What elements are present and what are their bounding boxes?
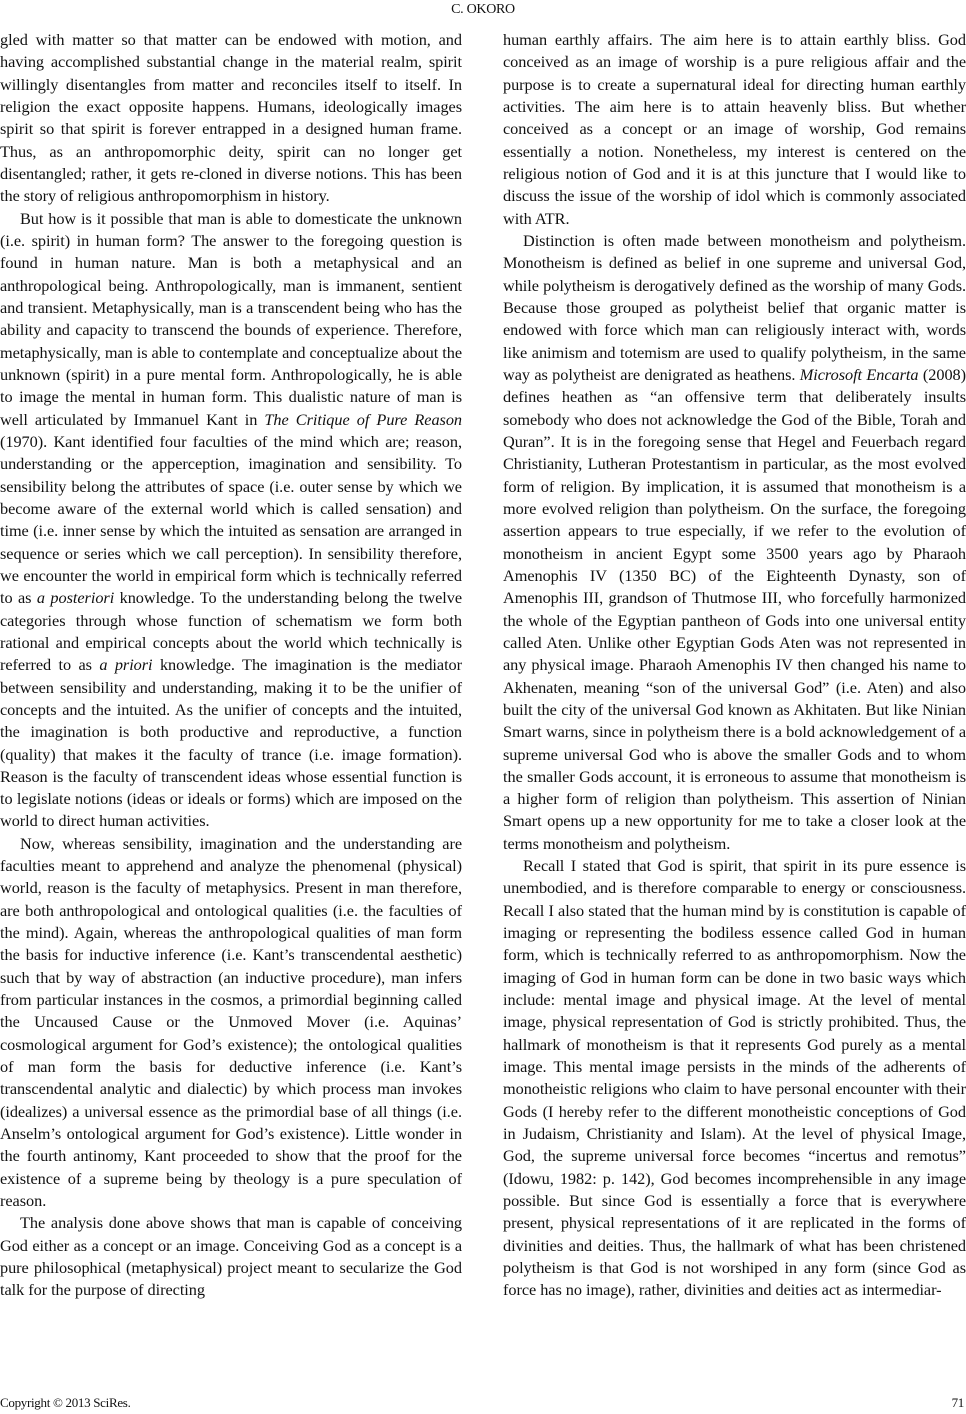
paragraph-text: knowledge. The imagination is the mediator between sensibility and understanding, making it to be the unifier of concepts and the intuited. As the unifier of concepts and the intuited, the imagination is both productive and reproductive, a function (quality) that makes it the faculty of trance (i.e. image formation). Reason is the faculty of transcendent ideas whose essential function is to legislate notions (ideas or ideals or forms) which are imposed on the world to direct human activities. [0, 655, 463, 831]
italic-text: The Critique of Pure Reason [264, 409, 462, 429]
body-paragraph [503, 29, 966, 230]
paragraph-text: human earthly affairs. The aim here is to attain earthly bliss. God conceived as an image of worship is a pure religious affair and the purpose is to create a supernatural ideal for directing human earthly activities. The aim here is to attain heavenly bliss. But whether conceived as a concept or an image of worship, God remains essentially a notion. Nonetheless, my interest is centered on the religious notion of God and it is at this juncture that I would like to discuss the issue of the worship of idol which is commonly associated with ATR. [503, 30, 966, 228]
italic-text: a posteriori [36, 588, 115, 608]
body-paragraph [503, 855, 966, 1302]
paragraph-text: Recall I stated that God is spirit, that spirit in its pure essence is unembodied, and is therefore comparable to energy or consciousness. Recall I also stated that the human mind by is constitution is capable of imaging or representing the bodiless essence called God in human form, which is technically referred to as anthropomorphism. Now the imaging of God in human form can be done in two basic ways which include: mental image and physical image. At the level of mental image, physical representation of God is strictly prohibited. Thus, the hallmark of monotheism is that it represents God purely as a mental image. This mental image persists in the minds of the adherents of monotheistic religions who claim to have personal encounter with their Gods (I hereby refer to the different monotheistic conceptions of God in Judaism, Christianity and Islam). At the level of physical Image, God, the supreme universal force becomes “incertus and remotus” (Idowu, 1982: p. 142), God becomes incomprehensible in any image possible. But since God is essentially a force that is everywhere present, physical representations of it are replicated in the forms of divinities and deities. Thus, the hallmark of what has been christened polytheism is that God is not worshiped in any form (since God as force has no image), rather, divinities and deities act as intermediar- [503, 856, 966, 1300]
body-paragraph [503, 230, 966, 855]
body-paragraph [0, 29, 462, 208]
paragraph-text: knowledge. To the understanding belong the twelve categories through whose function of schematism we form both rational and empirical concepts about the world which technically is referred to as [0, 588, 462, 675]
running-head: C. OKORO [451, 2, 515, 17]
paragraph-text: The analysis done above shows that man is capable of conceiving God either as a concept or an image. Conceiving God as a concept is a pure philosophical (metaphysical) project meant to secularize the God talk for the purpose of directing [0, 1213, 462, 1300]
body-paragraph [0, 833, 462, 1213]
left-column [0, 29, 462, 1302]
copyright-notice: Copyright © 2013 SciRes. [0, 1395, 131, 1410]
italic-text: Microsoft Encarta [799, 364, 919, 384]
right-column [503, 29, 966, 1302]
paragraph-text: gled with matter so that matter can be endowed with motion, and having accomplished substantial change in the material realm, spirit willingly disentangles from matter and reconciles itself to itself. In religion the exact opposite happens. Humans, ideologically images spirit so that spirit is forever entrapped in a designed human frame. Thus, as an anthropomorphic deity, spirit can no longer get disentangled; rather, it gets re-cloned in diverse notions. This has been the story of religious anthropomorphism in history. [0, 30, 462, 206]
paragraph-text: But how is it possible that man is able to domesticate the unknown (i.e. spirit) in human form? The answer to the foregoing question is found in human nature. Man is both a metaphysical and an anthropological being. Anthropologically, man is immanent, sentient and transient. Metaphysically, man is a transcendent being who has the ability and capacity to transcend the bounds of experience. Therefore, metaphysically, man is able to contemplate and conceptualize about the unknown (spirit) in a pure mental form. Anthropologically, he is able to image the mental in human form. This dualistic nature of man is well articulated by Immanuel Kant in [0, 208, 463, 429]
body-paragraph [0, 208, 462, 833]
italic-text: a priori [99, 655, 153, 675]
page-number: 71 [951, 1395, 964, 1410]
body-paragraph [0, 1212, 462, 1301]
paragraph-text: (2008) defines heathen as “an offensive term that deliberately insults somebody who does not acknowledge the God of the Bible, Torah and Quran”. It is in the foregoing sense that Hegel and Feuerbach regard Christianity, Lutheran Protestantism in particular, as the most evolved form of religion. By implication, it is assumed that monotheism is a more evolved religion than polytheism. On the surface, the foregoing assertion appears to true especially, if we refer to the evolution of monotheism in ancient Egypt some 3500 years ago by Pharaoh Amenophis IV (1350 BC) of the Eighteenth Dynasty, son of Amenophis III, grandson of Thutmose III, who forcefully harmonized the whole of the Egyptian pantheon of Gods into one universal entity called Aten. Unlike other Egyptian Gods Aten was not represented in any physical image. Pharaoh Amenophis IV then changed his name to Akhenaten, meaning “son of the universal God” (i.e. Aten) and also built the city of the universal God known as Akhitaten. But like Ninian Smart warns, since in polytheism there is a bold acknowledgement of a supreme universal God who is above the smaller Gods and to whom the smaller Gods account, it is erroneous to assume that monotheism is a higher form of religion than polytheism. This assertion of Ninian Smart opens up a new opportunity for me to take a closer look at the terms monotheism and polytheism. [503, 364, 966, 853]
paragraph-text: Distinction is often made between monotheism and polytheism. Monotheism is defined as belief in one supreme and universal God, while polytheism is derogatively defined as the worship of many Gods. Because those grouped as polytheist belief that organic matter is endowed with force which man can religiously interact with, words like animism and totemism are used to qualify polytheism, in the same way as polytheist are denigrated as heathens. [503, 230, 966, 384]
paragraph-text: (1970). Kant identified four faculties of the mind which are; reason, understanding or the apperception, imagination and sensibility. To sensibility belong the attributes of space (i.e. outer sense by which we become aware of the external world which is called sensation) and time (i.e. inner sense by which the intuited as sensation are arranged in sequence or series which we call perception). In sensibility therefore, we encounter the world in empirical form which is technically referred to as [0, 431, 462, 608]
paragraph-text: Now, whereas sensibility, imagination and the understanding are faculties meant to apprehend and analyze the phenomenal (physical) world, reason is the faculty of metaphysics. Present in man therefore, are both anthropological and ontological qualities (i.e. the faculties of the mind). Again, whereas the anthropological qualities of man form the basis for inductive inference (i.e. Kant’s transcendental aesthetic) such that by way of abstraction (an inductive procedure), man infers from particular instances in the cosmos, a primordial beginning called the Uncaused Cause or the Unmoved Mover (i.e. Aquinas’ cosmological argument for God’s existence); the ontological qualities of man form the basis for deductive inference (i.e. Kant’s transcendental analytic and dialectic) by which process man invokes (idealizes) a universal essence as the primordial base of all things (i.e. Anselm’s ontological argument for God’s existence). Little wonder in the fourth antinomy, Kant proceeded to show that the proof for the existence of a supreme being by theology is a pure speculation of reason. [0, 833, 462, 1211]
